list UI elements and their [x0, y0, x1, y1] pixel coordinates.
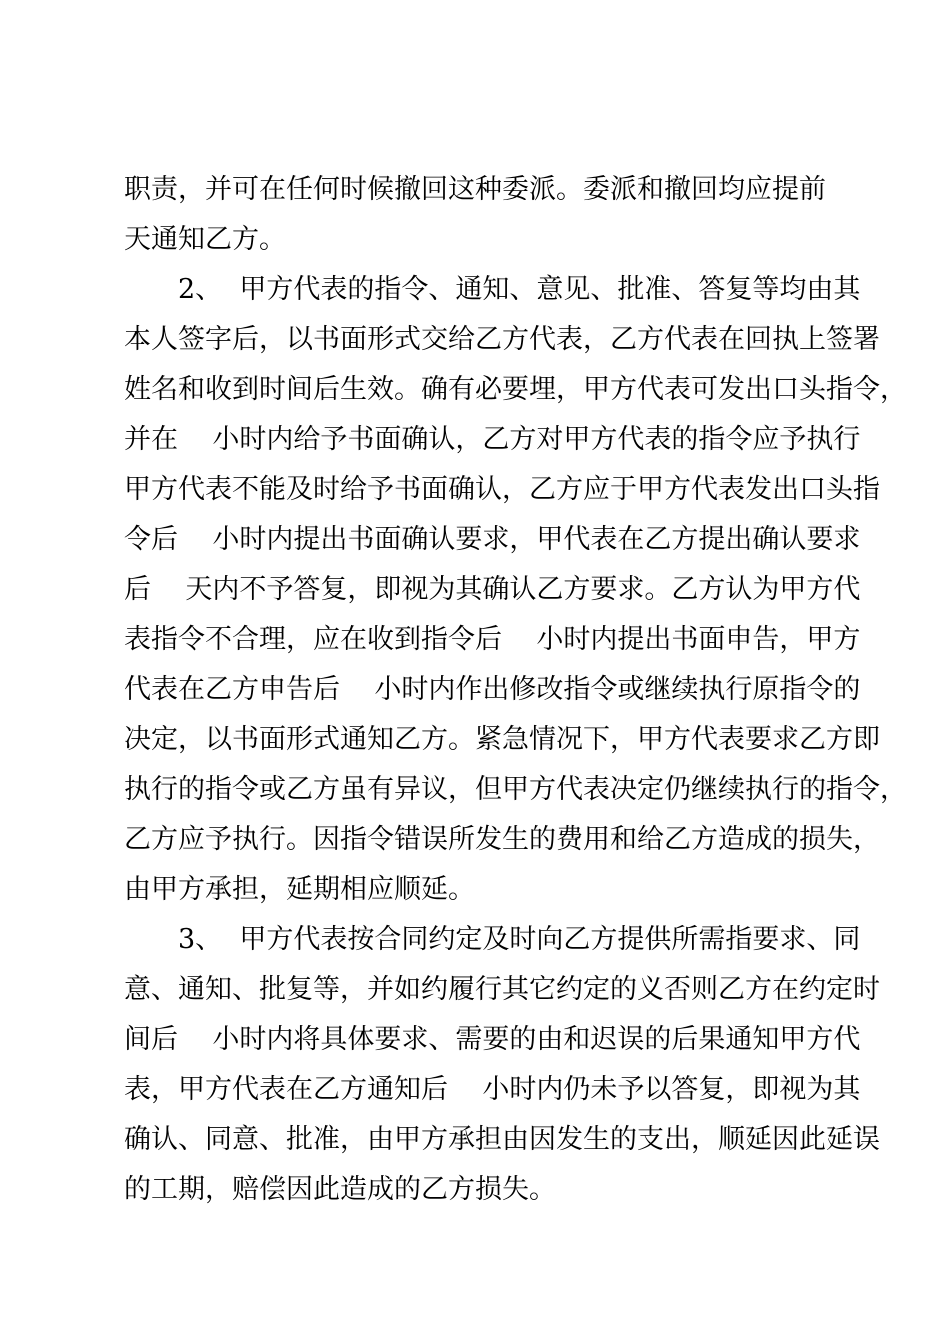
text-line: 代表在乙方申告后 小时内作出修改指令或继续执行原指令的 [124, 674, 861, 705]
text-line: 表指令不合理，应在收到指令后 小时内提出书面申告，甲方 [124, 624, 861, 655]
text-line: 的工期，赔偿因此造成的乙方损失。 [124, 1174, 556, 1205]
text-line: 姓名和收到时间后生效。确有必要埋，甲方代表可发出口头指令， [124, 374, 907, 405]
text-line: 天通知乙方。 [124, 224, 286, 255]
text-line: 乙方应予执行。因指令错误所发生的费用和给乙方造成的损失， [124, 824, 880, 855]
text-line: 确认、同意、批准，由甲方承担由因发生的支出，顺延因此延误 [124, 1124, 880, 1155]
text-line: 后 天内不予答复，即视为其确认乙方要求。乙方认为甲方代 [124, 574, 861, 605]
text-line: 执行的指令或乙方虽有异议，但甲方代表决定仍继续执行的指令， [124, 774, 907, 805]
text-line: 并在 小时内给予书面确认，乙方对甲方代表的指令应予执行 [124, 424, 861, 455]
text-line: 职责，并可在任何时候撤回这种委派。委派和撤回均应提前 [124, 174, 826, 205]
text-line: 由甲方承担，延期相应顺延。 [124, 874, 475, 905]
text-line: 表，甲方代表在乙方通知后 小时内仍未予以答复，即视为其 [124, 1074, 861, 1105]
clause-2-heading-line: 2、 甲方代表的指令、通知、意见、批准、答复等均由其 [178, 274, 861, 305]
text-line: 令后 小时内提出书面确认要求，甲代表在乙方提出确认要求 [124, 524, 861, 555]
text-line: 本人签字后，以书面形式交给乙方代表，乙方代表在回执上签署 [124, 324, 880, 355]
text-line: 间后 小时内将具体要求、需要的由和迟误的后果通知甲方代 [124, 1024, 861, 1055]
text-line: 决定，以书面形式通知乙方。紧急情况下，甲方代表要求乙方即 [124, 724, 880, 755]
text-line: 甲方代表不能及时给予书面确认，乙方应于甲方代表发出口头指 [124, 474, 880, 505]
clause-3-heading-line: 3、 甲方代表按合同约定及时向乙方提供所需指要求、同 [178, 924, 861, 955]
text-line: 意、通知、批复等，并如约履行其它约定的义否则乙方在约定时 [124, 974, 880, 1005]
